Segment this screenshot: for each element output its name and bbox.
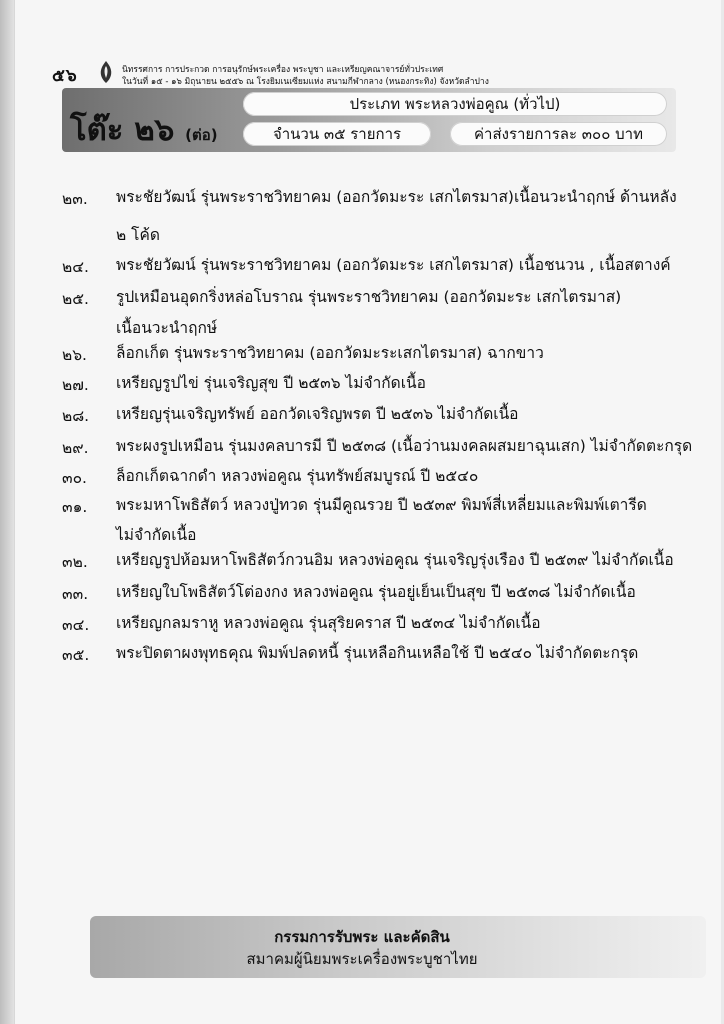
header-event-title: นิทรรศการ การประกวด การอนุรักษ์พระเครื่อง พระบูชา และเหรียญคณาจารย์ทั่วประเทศ bbox=[122, 65, 444, 75]
item-text: เหรียญใบโพธิสัตว์โต่องกง หลวงพ่อคูณ รุ่นอยู่เย็นเป็นสุข ปี ๒๕๓๘ ไม่จำกัดเนื้อ bbox=[116, 583, 636, 601]
item-text-continued: ไม่จำกัดเนื้อ bbox=[116, 526, 197, 544]
item-text: รูปเหมือนอุดกริ่งหล่อโบราณ รุ่นพระราชวิทยาคม (ออกวัดมะระ เสกไตรมาส) bbox=[116, 288, 622, 306]
item-number: ๓๓. bbox=[62, 585, 89, 603]
item-count-pill: จำนวน ๓๕ รายการ bbox=[243, 122, 431, 146]
footer-association: สมาคมผู้นิยมพระเครื่องพระบูชาไทย bbox=[246, 950, 478, 968]
item-text: เหรียญรูปห้อมหาโพธิสัตว์กวนอิม หลวงพ่อคูณ รุ่นเจริญรุ่งเรือง ปี ๒๕๓๙ ไม่จำกัดเนื้อ bbox=[116, 551, 674, 569]
item-text: พระชัยวัฒน์ รุ่นพระราชวิทยาคม (ออกวัดมะระ เสกไตรมาส)เนื้อนวะนำฤกษ์ ด้านหลัง bbox=[116, 188, 677, 206]
association-logo-icon bbox=[96, 60, 116, 84]
item-text: เหรียญกลมราหู หลวงพ่อคูณ รุ่นสุริยคราส ปี ๒๕๓๔ ไม่จำกัดเนื้อ bbox=[116, 614, 541, 632]
item-number: ๒๗. bbox=[62, 376, 89, 394]
item-number: ๒๓. bbox=[62, 190, 88, 208]
item-text-continued: ๒ โค้ด bbox=[116, 226, 160, 244]
header-event-date-venue: ในวันที่ ๑๕ - ๑๖ มิถุนายน ๒๕๕๖ ณ โรงยิมเนเซียมแห่ง สนามกีฬากลาง (หนองกระทิง) จังหวัดลำปาง bbox=[122, 77, 489, 87]
table-title bbox=[70, 104, 218, 154]
item-number: ๓๔. bbox=[62, 616, 90, 634]
item-number: ๒๕. bbox=[62, 290, 89, 308]
item-text: พระมหาโพธิสัตว์ หลวงปู่ทวด รุ่นมีคูณรวย ปี ๒๕๓๙ พิมพ์สี่เหลี่ยมและพิมพ์เตารีด bbox=[116, 496, 647, 514]
item-number: ๒๙. bbox=[62, 439, 89, 457]
footer-committee: กรรมการรับพระ และคัดสิน bbox=[274, 928, 450, 946]
item-text-continued: เนื้อนวะนำฤกษ์ bbox=[116, 319, 218, 337]
item-text: เหรียญรูปไข่ รุ่นเจริญสุข ปี ๒๕๓๖ ไม่จำกัดเนื้อ bbox=[116, 374, 426, 392]
category-pill: ประเภท พระหลวงพ่อคูณ (ทั่วไป) bbox=[243, 92, 667, 116]
table-continued-label: (ต่อ) bbox=[185, 126, 218, 144]
item-text: ล็อกเก็ต รุ่นพระราชวิทยาคม (ออกวัดมะระเสกไตรมาส) ฉากขาว bbox=[116, 344, 544, 362]
item-number: ๒๖. bbox=[62, 346, 87, 364]
item-number: ๓๕. bbox=[62, 646, 90, 664]
item-text: พระชัยวัฒน์ รุ่นพระราชวิทยาคม (ออกวัดมะระ เสกไตรมาส) เนื้อชนวน , เนื้อสตางค์ bbox=[116, 256, 671, 274]
page-binding-shadow bbox=[0, 0, 14, 1024]
item-number: ๒๘. bbox=[62, 407, 90, 425]
item-number: ๓๑. bbox=[62, 498, 88, 516]
item-text: พระปิดตาผงพุทธคุณ พิมพ์ปลดหนี้ รุ่นเหลือกินเหลือใช้ ปี ๒๕๔๐ ไม่จำกัดตะกรุด bbox=[116, 644, 639, 662]
entry-fee-pill: ค่าส่งรายการละ ๓๐๐ บาท bbox=[450, 122, 667, 146]
item-number: ๒๔. bbox=[62, 258, 89, 276]
table-title-text: โต๊ะ ๒๖ bbox=[70, 112, 175, 148]
item-number: ๓๐. bbox=[62, 469, 87, 487]
item-text: พระผงรูปเหมือน รุ่นมงคลบารมี ปี ๒๕๓๘ (เนื้อว่านมงคลผสมยาฉุนเสก) ไม่จำกัดตะกรุด bbox=[116, 437, 693, 455]
item-number: ๓๒. bbox=[62, 553, 88, 571]
item-text: เหรียญรุ่นเจริญทรัพย์ ออกวัดเจริญพรต ปี ๒๕๓๖ ไม่จำกัดเนื้อ bbox=[116, 405, 519, 423]
page-number: ๕๖ bbox=[52, 66, 78, 86]
item-text: ล็อกเก็ตฉากดำ หลวงพ่อคูณ รุ่นทรัพย์สมบูรณ์ ปี ๒๕๔๐ bbox=[116, 467, 479, 485]
